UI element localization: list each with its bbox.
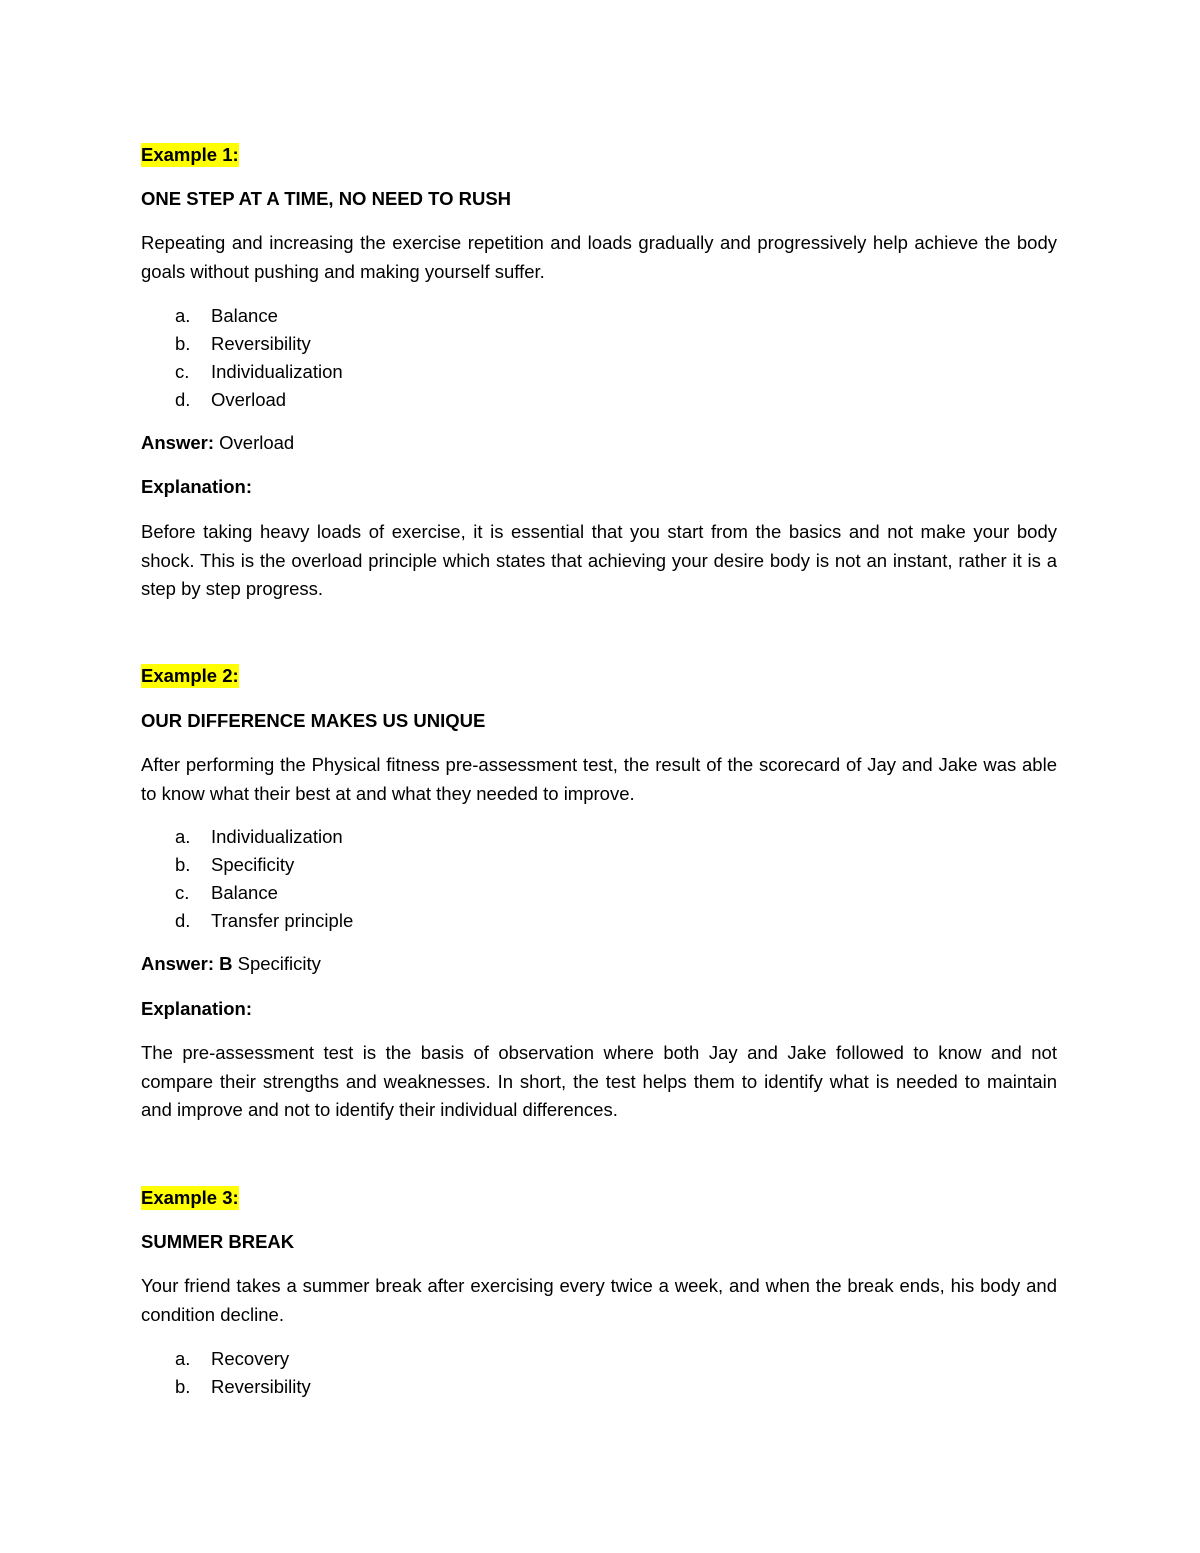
option-text: Balance (211, 305, 278, 326)
option-text: Reversibility (211, 333, 311, 354)
example-3-title: SUMMER BREAK (141, 1231, 295, 1252)
example-3-label: Example 3: (141, 1187, 239, 1208)
example-2-question: After performing the Physical fitness pre-assessment test, the result of the scorecard of Jay and Jake was able to know what their best at and what they needed to improve. (141, 754, 1057, 804)
option-letter: d. (175, 910, 191, 931)
example-2-label: Example 2: (141, 665, 239, 686)
option-text: Individualization (211, 826, 343, 847)
example-2-option-d (175, 907, 353, 936)
answer-label: Answer: (141, 432, 214, 453)
example-1-answer (141, 429, 1057, 458)
option-text: Specificity (211, 854, 295, 875)
option-text: Balance (211, 882, 278, 903)
example-1-label: Example 1: (141, 144, 239, 165)
option-letter: b. (175, 1376, 191, 1397)
option-text: Reversibility (211, 1376, 311, 1397)
example-2-label-line (141, 662, 1057, 691)
example-1-question: Repeating and increasing the exercise repetition and loads gradually and progressively help achieve the body goals without pushing and making yourself suffer. (141, 232, 1057, 282)
example-3-option-a (175, 1345, 289, 1374)
option-text: Recovery (211, 1348, 290, 1369)
option-letter: b. (175, 333, 191, 354)
answer-label: Answer: B (141, 953, 233, 974)
option-letter: a. (175, 1348, 191, 1369)
example-2-option-b (175, 851, 294, 880)
example-1-label-line (141, 141, 1057, 170)
example-3-option-b (175, 1373, 311, 1402)
example-2-answer (141, 950, 1057, 979)
example-1-option-a (175, 302, 278, 331)
example-2-explanation-label: Explanation: (141, 998, 253, 1019)
example-3-label-line (141, 1184, 1057, 1213)
example-3-question: Your friend takes a summer break after exercising every twice a week, and when the break ends, his body and condition decline. (141, 1275, 1057, 1325)
example-1-option-b (175, 330, 311, 359)
option-letter: c. (175, 882, 190, 903)
example-2-option-a (175, 823, 343, 852)
answer-value: Overload (214, 432, 295, 453)
option-text: Overload (211, 389, 287, 410)
option-letter: a. (175, 305, 191, 326)
example-1-explanation: Before taking heavy loads of exercise, it is essential that you start from the basics and not make your body shock. This is the overload principle which states that achieving your desire body is not an instant, rather it is a step by step progress. (141, 521, 1057, 599)
option-text: Transfer principle (211, 910, 354, 931)
option-letter: d. (175, 389, 191, 410)
example-1-explanation-label: Explanation: (141, 476, 253, 497)
example-1-option-d (175, 386, 286, 415)
option-letter: a. (175, 826, 191, 847)
example-2-explanation: The pre-assessment test is the basis of observation where both Jay and Jake followed to know and not compare their strengths and weaknesses. In short, the test helps them to identify what is needed to maintain and improve and not to identify their individual differences. (141, 1042, 1057, 1120)
option-letter: b. (175, 854, 191, 875)
example-2-title: OUR DIFFERENCE MAKES US UNIQUE (141, 710, 486, 731)
example-1-title: ONE STEP AT A TIME, NO NEED TO RUSH (141, 188, 512, 209)
option-text: Individualization (211, 361, 343, 382)
answer-value: Specificity (232, 953, 321, 974)
example-2-option-c (175, 879, 278, 908)
option-letter: c. (175, 361, 190, 382)
example-1-option-c (175, 358, 343, 387)
